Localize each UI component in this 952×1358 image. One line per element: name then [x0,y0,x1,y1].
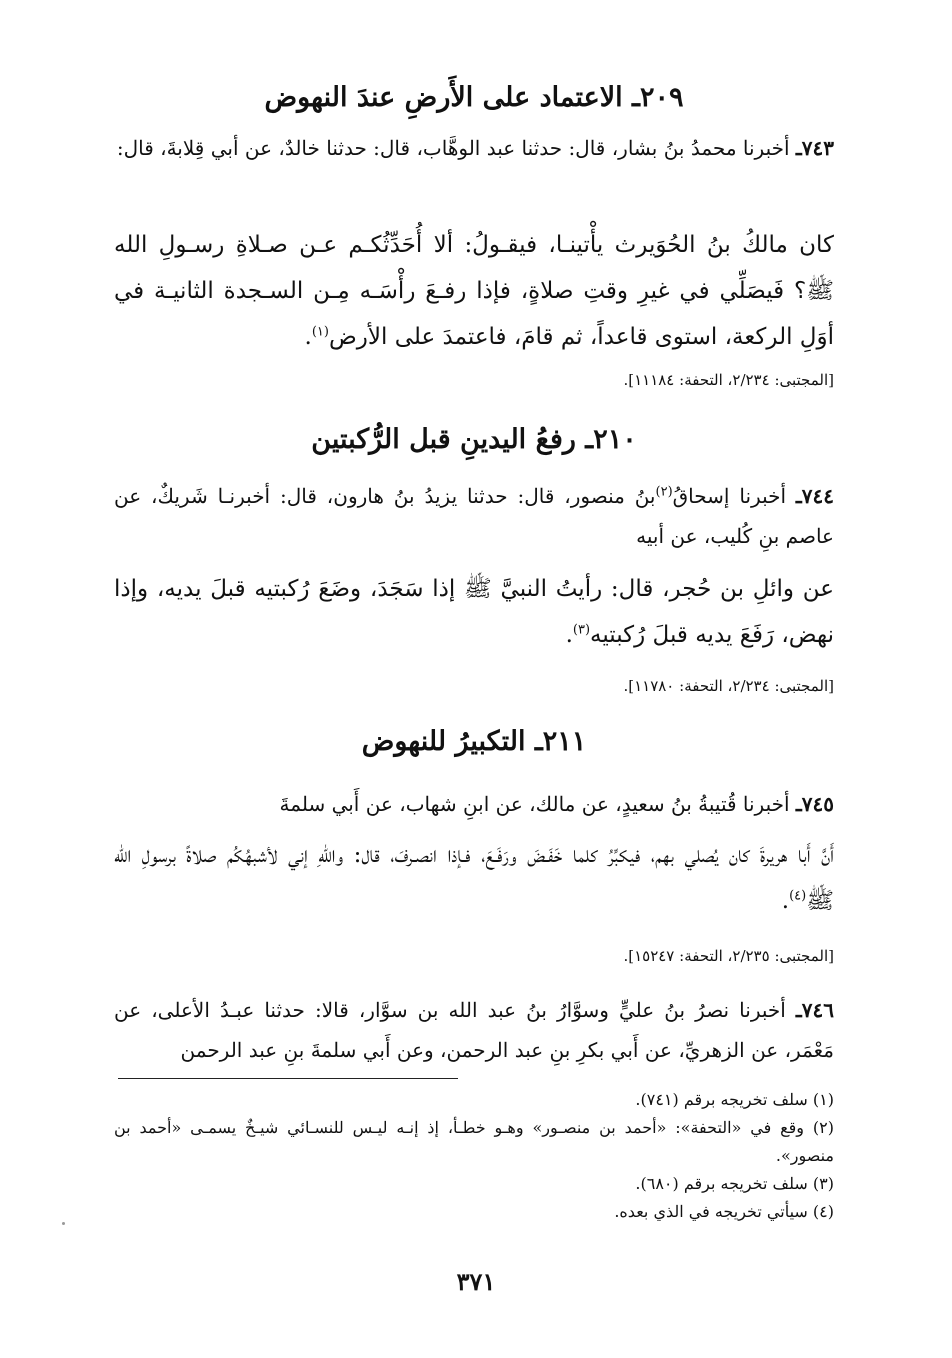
section-heading-211: ٢١١ـ التكبيرُ للنهوض [361,726,587,757]
footnote-4 [114,1198,834,1226]
matn-end: . [304,324,312,350]
hadith-745-isnad [114,784,834,824]
matn-end: . [565,622,573,648]
hadith-743-matn [114,222,834,360]
footnote-marker[interactable]: (٤) [789,888,807,904]
footnote-marker[interactable]: (١) [311,324,329,340]
page-number: ٣٧١ [456,1267,496,1296]
matn-text: عن وائلِ بن حُجر، قال: رأيتُ النبيَّ ﷺ إذا سَجَدَ، وضَعَ رُكبتيه قبلَ يديه، وإذا نهض، رَفَعَ يديه قبلَ رُكبتيه [114,576,834,648]
footnote-marker: (٤) [812,1202,834,1221]
footnote-text: سلف تخريجه برقم (٧٤١). [635,1090,808,1109]
hadith-745-matn [114,832,834,924]
footnotes [114,1086,834,1226]
isnad-text: أخبرنا نصرُ بنُ عليٍّ وسوَّارُ بنُ عبد الله بن سوَّار، قالا: حدثنا عبـدُ الأعلى، عن مَعْمَر، عن الزهريِّ، عن أَبي بكرِ بنِ عبد الرحمن، وعن أَبي سلمةَ بنِ عبد الرحمن [114,998,834,1062]
isnad-text: أخبرنا إسحاقُ [672,484,787,508]
matn-text: كان مالكُ بنُ الحُوَيرث يأْتينـا، فيقـولُ: ألا أُحَدِّثُكـم عـن صـلاةِ رسـولِ الله ﷺ؟ فَيصَلِّي في غيرِ وقتِ صلاةٍ، فإذا رفـعَ رأْسَـه مِـن السـجدة الثانيـة في أوَلِ الركعة، استوى قاعداً، ثم قامَ، فاعتمدَ على الأرض [114,232,834,350]
hadith-743-isnad [114,128,834,168]
footnote-text: سلف تخريجه برقم (٦٨٠). [635,1174,808,1193]
footnote-text: سيأتي تخريجه في الذي بعده. [614,1202,808,1221]
hadith-number: ٧٤٥ـ [795,792,834,816]
footnote-marker[interactable]: (٣) [572,622,591,638]
footnote-3 [114,1170,834,1198]
matn-end: . [781,888,790,914]
hadith-number: ٧٤٣ـ [795,136,834,160]
hadith-744-isnad [114,476,834,556]
footnote-text: وقع في «التحفة»: «أحمد بن منصـور» وهـو خطـأ، إذ إنـه ليـس للنسـائي شيـخٌ يسمـى «أحمد بن منصور». [114,1118,834,1165]
hadith-744-reference: [المجتبى: ٢/٢٣٤، التحفة: ١١٧٨٠]. [623,677,834,695]
hadith-744-matn [114,566,834,658]
isnad-text: أخبرنا محمدُ بنُ بشار، قال: حدثنا عبد الوهَّاب، قال: حدثنا خالدٌ، عن أبي قِلابةَ، قال: [116,136,790,160]
footnote-marker: (٢) [812,1118,835,1137]
footnote-marker: (١) [812,1090,834,1109]
isnad-text: بنُ منصور، قال: حدثنا يزيدُ بنُ هارون، قال: أخبرنـا شَريكٌ، عن عاصم بنِ كُليب، عن أبيه [114,484,834,548]
footnote-1 [114,1086,834,1114]
footnote-2 [114,1114,834,1170]
margin-mark [62,1222,65,1225]
hadith-745-reference: [المجتبى: ٢/٢٣٥، التحفة: ١٥٢٤٧]. [623,947,834,965]
footnote-marker: (٣) [812,1174,834,1193]
section-heading-209: ٢٠٩ـ الاعتماد على الأَرضِ عندَ النهوض [264,82,684,113]
footnote-marker[interactable]: (٢) [655,484,673,500]
hadith-746-isnad [114,990,834,1070]
hadith-number: ٧٤٦ـ [795,998,834,1022]
section-heading-210: ٢١٠ـ رفعُ اليدينِ قبل الرُّكبتين [311,424,637,455]
isnad-text: أخبرنا قُتيبةُ بنُ سعيدٍ، عن مالك، عن ابنِ شهاب، عن أَبي سلمةَ [279,792,790,816]
hadith-743-reference: [المجتبى: ٢/٢٣٤، التحفة: ١١١٨٤]. [623,371,834,389]
hadith-number: ٧٤٤ـ [795,484,835,508]
matn-text: أَنَّ أَبا هريرةَ كان يُصلي بهم، فيكبِّرُ كلما خَفَـضَ ورَفَـعَ، فـإذا انصـرفَ، قال: واللهِ إني لأشبهُكُم صلاةً برسولِ الله ﷺ [114,842,834,914]
footnote-divider [118,1078,458,1079]
